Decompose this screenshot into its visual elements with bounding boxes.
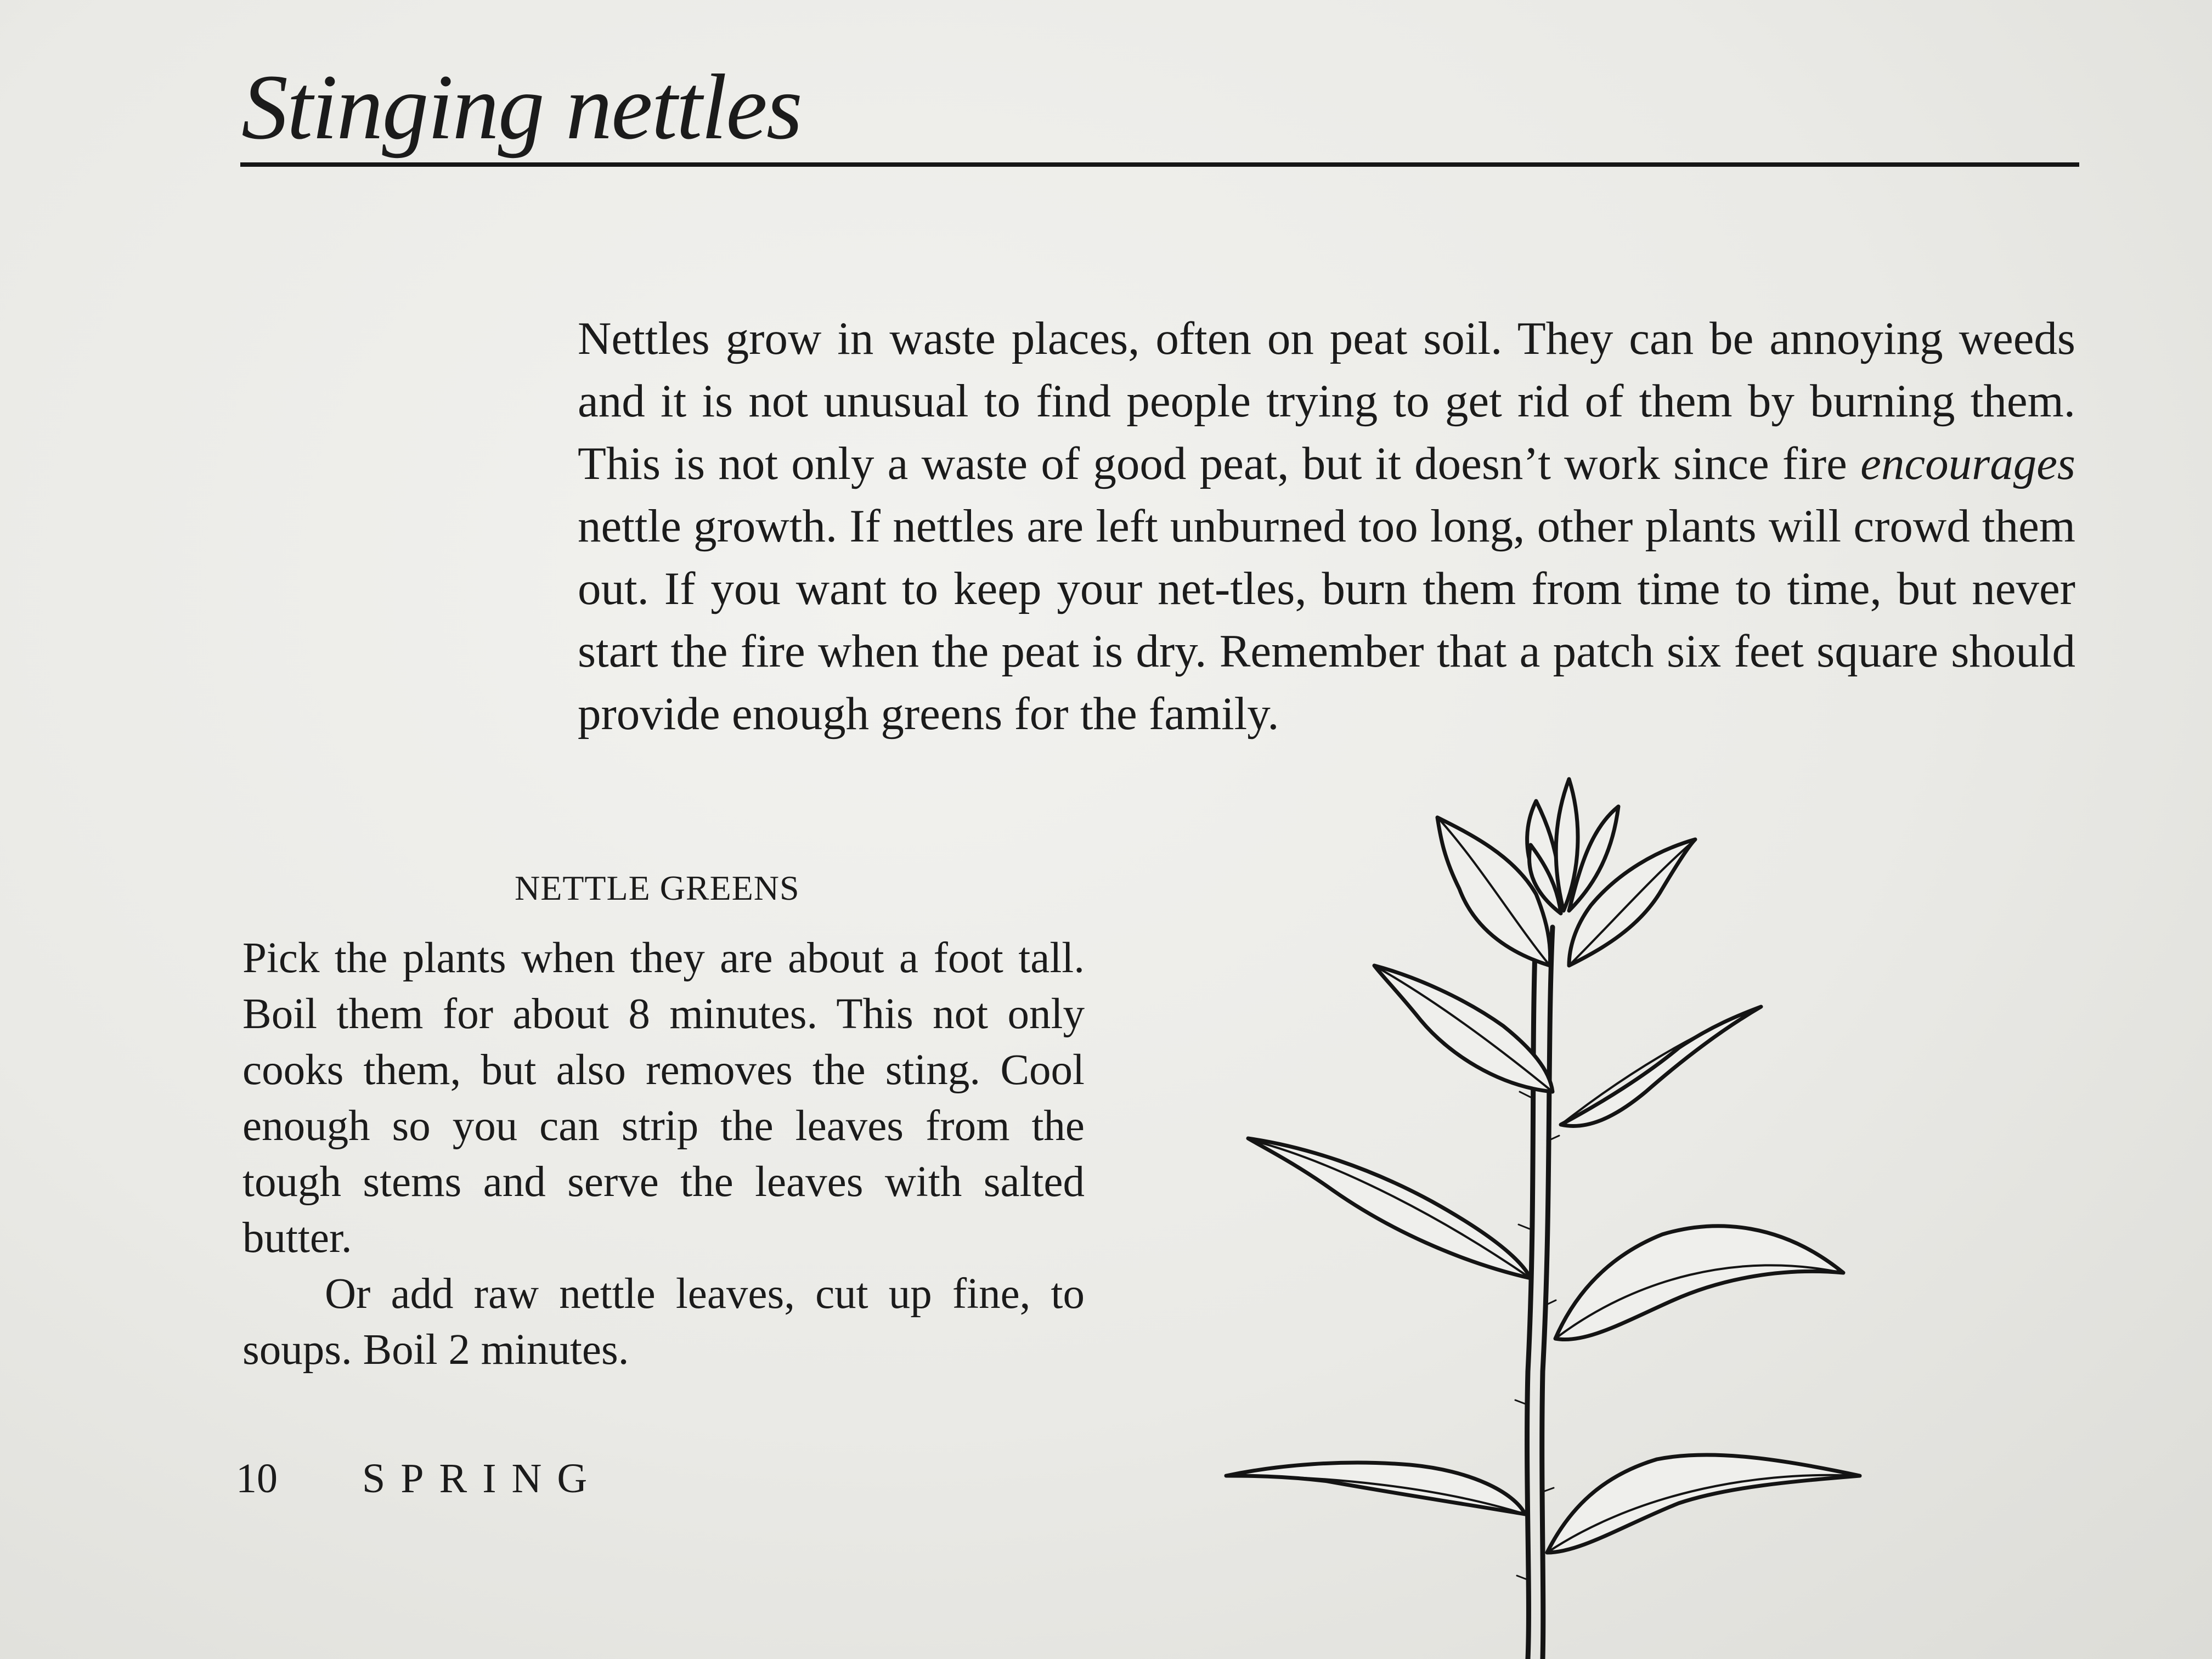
intro-text-part1: Nettles grow in waste places, often on peat soil. They can be annoying weeds and it is not unusual to find people trying to get rid of them by burning them. This is not only a waste of good peat, but it doesn’t work since fire [578,313,2075,489]
recipe-paragraph-1: Pick the plants when they are about a foot tall. Boil them for about 8 minutes. This not only cooks them, but also removes the sting. Cool enough so you can strip the leaves from the tough stems and serve the leaves with salted butter. [242,934,1085,1262]
recipe-paragraph-2: Or add raw nettle leaves, cut up fine, to soups. Boil 2 minutes. [242,1270,1085,1374]
section-name: SPRING [362,1455,603,1502]
page-number: 10 [236,1455,278,1502]
recipe-title: NETTLE GREENS [515,868,800,907]
intro-text-part2: nettle growth. If nettles are left unburned too long, other plants will crowd them out. If you want to keep your net-tles, burn them from time to time, but never start the fire when the peat is dry. Remember that a patch six feet square should provide enough greens for the family. [578,500,2075,740]
page-title: Stinging nettles [241,55,802,159]
intro-emphasis: encourages [1860,438,2075,489]
